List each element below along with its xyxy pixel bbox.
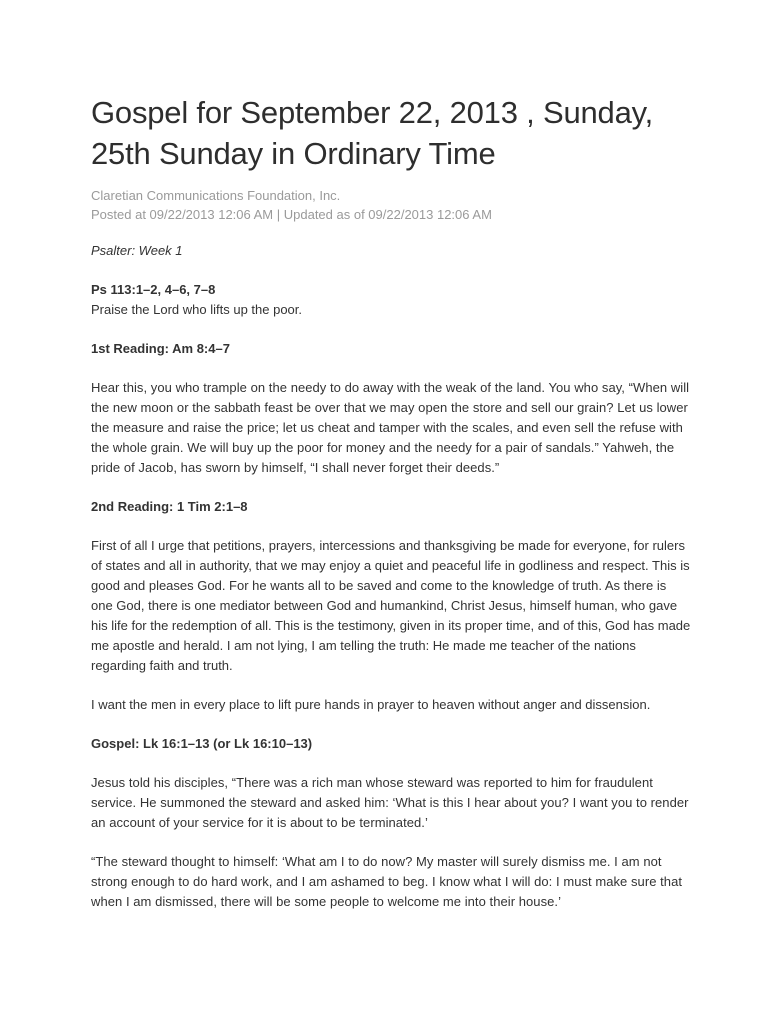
second-reading-text-2: I want the men in every place to lift pure hands in prayer to heaven without anger and dissension. bbox=[91, 697, 651, 712]
psalter-label: Psalter: Week 1 bbox=[91, 243, 183, 258]
author-line: Claretian Communications Foundation, Inc. bbox=[91, 188, 341, 203]
gospel-text-1: Jesus told his disciples, “There was a rich man whose steward was reported to him for fraudulent service. He summoned the steward and asked him: ‘What is this I hear about you? I want you to render an account of your service for it is about to be terminated.’ bbox=[91, 775, 689, 830]
gospel-heading: Gospel: Lk 16:1–13 (or Lk 16:10–13) bbox=[91, 736, 313, 751]
psalm-reference: Ps 113:1–2, 4–6, 7–8 bbox=[91, 282, 216, 297]
timestamp-line: Posted at 09/22/2013 12:06 AM | Updated as of 09/22/2013 12:06 AM bbox=[91, 207, 492, 222]
article-meta bbox=[91, 186, 691, 224]
article-body bbox=[91, 241, 691, 912]
article-title: Gospel for September 22, 2013 , Sunday, 25th Sunday in Ordinary Time bbox=[91, 95, 654, 171]
first-reading-text: Hear this, you who trample on the needy to do away with the weak of the land. You who say, “When will the new moon or the sabbath feast be over that we may open the store and sell our grain? Let us lower the measure and raise the price; let us cheat and tamper with the scales, and even sell the refuse with the whole grain. We will buy up the poor for money and the needy for a pair of sandals.” Yahweh, the pride of Jacob, has sworn by himself, “I shall never forget their deeds.” bbox=[91, 380, 690, 475]
article bbox=[91, 92, 691, 931]
second-reading-text: First of all I urge that petitions, prayers, intercessions and thanksgiving be made for everyone, for rulers of states and all in authority, that we may enjoy a quiet and peaceful life in godliness and respect. This is good and pleases God. For he wants all to be saved and come to the knowledge of truth. As there is one God, there is one mediator between God and humankind, Christ Jesus, himself human, who gave his life for the redemption of all. This is the testimony, given in its proper time, and of this, God has made me apostle and herald. I am not lying, I am telling the truth: He made me teacher of the nations regarding faith and truth. bbox=[91, 538, 691, 673]
second-reading-heading: 2nd Reading: 1 Tim 2:1–8 bbox=[91, 499, 248, 514]
gospel-text-2: “The steward thought to himself: ‘What am I to do now? My master will surely dismiss me. I am not strong enough to do hard work, and I am ashamed to beg. I know what I will do: I must make sure that when I am dismissed, there will be some people to welcome me into their house.’ bbox=[91, 854, 683, 909]
first-reading-heading: 1st Reading: Am 8:4–7 bbox=[91, 341, 230, 356]
psalm-response: Praise the Lord who lifts up the poor. bbox=[91, 302, 303, 317]
